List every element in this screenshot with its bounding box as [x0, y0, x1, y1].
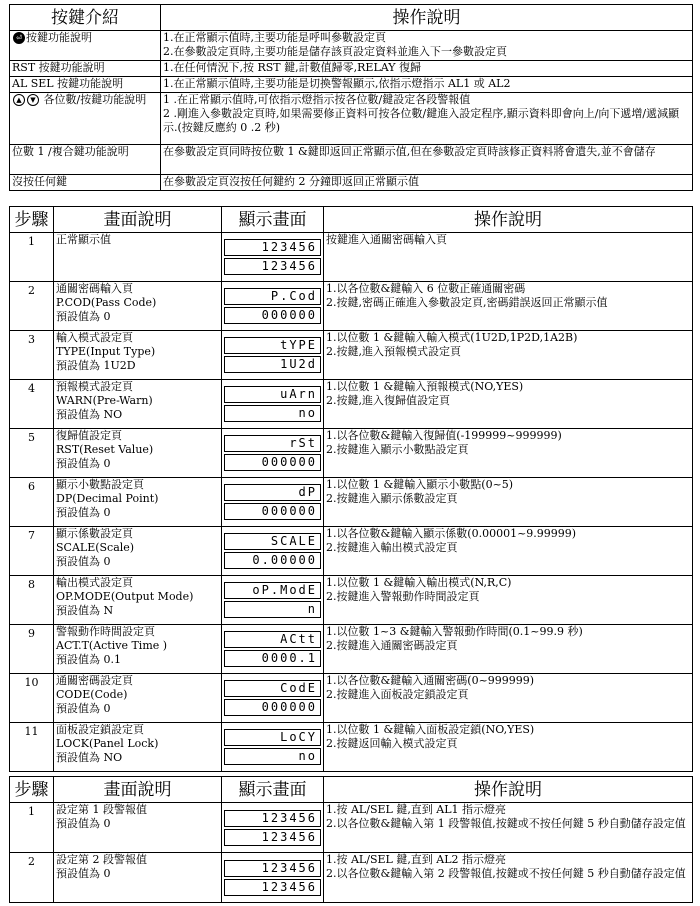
operation-description: [324, 380, 693, 429]
step-row: [10, 282, 693, 331]
steps-header-ops: 操作說明: [324, 207, 693, 233]
screen-line: 顯示小數點設定頁: [56, 478, 144, 491]
operation-line: 2.按鍵進入警報動作時間設定頁: [326, 590, 480, 603]
display-screen: [222, 331, 324, 380]
step-row: [10, 233, 693, 282]
alarm-header-ops: 操作說明: [324, 777, 693, 803]
step-row: [10, 674, 693, 723]
screen-line: TYPE(Input Type): [56, 345, 156, 358]
lcd-display: no: [224, 405, 321, 422]
screen-line: 顯示係數設定頁: [56, 527, 133, 540]
lcd-display: LoCY: [224, 729, 321, 746]
operation-line: 2.按鍵進入顯示係數設定頁: [326, 492, 458, 505]
screen-description: [54, 282, 222, 331]
lcd-display: rSt: [224, 435, 321, 452]
step-row: [10, 723, 693, 772]
screen-description: [54, 380, 222, 429]
step-number: 2: [10, 282, 54, 331]
operation-line: 1.以各位數&鍵輸入顯示係數(0.00001~9.99999): [326, 527, 577, 540]
lcd-display: 123456: [224, 829, 321, 846]
step-number: 7: [10, 527, 54, 576]
screen-description: [54, 853, 222, 903]
screen-line: 預設值為 NO: [56, 751, 123, 764]
key-ops-header: 操作說明: [161, 5, 693, 31]
operation-line: 2.按鍵,進入預報模式設定頁: [326, 345, 461, 358]
step-number: 10: [10, 674, 54, 723]
screen-line: 設定第 1 段警報值: [56, 803, 147, 816]
operation-description: [324, 674, 693, 723]
key-label-enter: ⏎ 按鍵功能說明: [10, 31, 161, 61]
display-screen: [222, 674, 324, 723]
screen-line: OP.MODE(Output Mode): [56, 590, 194, 603]
display-screen: [222, 625, 324, 674]
screen-line: LOCK(Panel Lock): [56, 737, 159, 750]
step-number: 3: [10, 331, 54, 380]
operation-description: [324, 331, 693, 380]
display-screen: [222, 803, 324, 853]
screen-line: 預設值為 0: [56, 506, 111, 519]
screen-line: 預設值為 0: [56, 310, 111, 323]
key-desc-alsel: 1.在正常顯示值時,主要功能是切換警報顯示,依指示燈指示 AL1 或 AL2: [161, 77, 693, 93]
operation-description: [324, 478, 693, 527]
screen-line: CODE(Code): [56, 688, 128, 701]
screen-line: 正常顯示值: [56, 233, 111, 246]
screen-line: 通關密碼設定頁: [56, 674, 133, 687]
operation-line: 1.按 AL/SEL 鍵,直到 AL1 指示燈亮: [326, 803, 507, 816]
key-desc-combo: 在參數設定頁同時按位數 1 &鍵即返回正常顯示值,但在參數設定頁時該修正資料將會遺失,並不會儲存: [161, 145, 693, 175]
screen-description: [54, 625, 222, 674]
steps-header-screen: 畫面說明: [54, 207, 222, 233]
lcd-display: SCALE: [224, 533, 321, 550]
step-number: 2: [10, 853, 54, 903]
step-row: [10, 429, 693, 478]
operation-description: [324, 625, 693, 674]
screen-line: 設定第 2 段警報值: [56, 853, 147, 866]
operation-line: 2.按鍵進入輸出模式設定頁: [326, 541, 458, 554]
lcd-display: 000000: [224, 503, 321, 520]
step-number: 5: [10, 429, 54, 478]
screen-line: 輸入模式設定頁: [56, 331, 133, 344]
screen-line: P.COD(Pass Code): [56, 296, 157, 309]
display-screen: [222, 429, 324, 478]
step-number: 8: [10, 576, 54, 625]
key-label-rst: RST 按鍵功能說明: [10, 61, 161, 77]
step-number: 4: [10, 380, 54, 429]
screen-description: [54, 576, 222, 625]
screen-line: 預設值為 N: [56, 604, 114, 617]
screen-line: WARN(Pre-Warn): [56, 394, 153, 407]
operation-line: 2.按鍵進入顯示小數點設定頁: [326, 443, 469, 456]
operation-line: 1.以位數 1 &鍵輸入預報模式(NO,YES): [326, 380, 524, 393]
operation-description: [324, 576, 693, 625]
down-key-icon: ▼: [27, 94, 39, 106]
up-key-icon: ▲: [13, 94, 25, 106]
steps-header-step: 步驟: [10, 207, 54, 233]
display-screen: [222, 853, 324, 903]
screen-line: 預報模式設定頁: [56, 380, 133, 393]
operation-line: 1.按 AL/SEL 鍵,直到 AL2 指示燈亮: [326, 853, 507, 866]
step-number: 9: [10, 625, 54, 674]
step-row: [10, 380, 693, 429]
screen-line: 預設值為 0: [56, 457, 111, 470]
alarm-steps-table: [9, 776, 693, 903]
screen-line: RST(Reset Value): [56, 443, 154, 456]
step-number: 1: [10, 233, 54, 282]
key-label-none: 沒按任何鍵: [10, 175, 161, 191]
lcd-display: 123456: [224, 860, 321, 877]
lcd-display: 0.00000: [224, 552, 321, 569]
lcd-display: n: [224, 601, 321, 618]
screen-line: 輸出模式設定頁: [56, 576, 133, 589]
operation-description: [324, 233, 693, 282]
key-desc-enter: 1.在正常顯示值時,主要功能是呼叫參數設定頁 2.在參數設定頁時,主要功能是儲存該頁設定資料並進入下一參數設定頁: [161, 31, 693, 61]
step-row: [10, 331, 693, 380]
steps-table: [9, 206, 693, 772]
key-label-digit: ▲ ▼ 各位數/按鍵功能說明: [10, 93, 161, 145]
lcd-display: no: [224, 748, 321, 765]
lcd-display: uArn: [224, 386, 321, 403]
key-label-alsel: AL SEL 按鍵功能說明: [10, 77, 161, 93]
enter-key-icon: ⏎: [13, 32, 25, 44]
screen-description: [54, 331, 222, 380]
operation-line: 2.按鍵進入通關密碼設定頁: [326, 639, 458, 652]
screen-description: [54, 674, 222, 723]
operation-line: 1.以各位數&鍵輸入復歸值(-199999~999999): [326, 429, 562, 442]
screen-line: 預設值為 1U2D: [56, 359, 136, 372]
operation-line: 1.以各位數&鍵輸入通關密碼(0~999999): [326, 674, 535, 687]
lcd-display: 000000: [224, 699, 321, 716]
operation-line: 按鍵進入通關密碼輸入頁: [326, 233, 447, 246]
lcd-display: CodE: [224, 680, 321, 697]
screen-description: [54, 233, 222, 282]
steps-header-display: 顯示畫面: [222, 207, 324, 233]
operation-line: 1.以位數 1 &鍵輸入輸出模式(N,R,C): [326, 576, 512, 589]
step-row: [10, 853, 693, 903]
display-screen: [222, 723, 324, 772]
step-row: [10, 625, 693, 674]
step-row: [10, 478, 693, 527]
operation-line: 2.按鍵返回輸入模式設定頁: [326, 737, 458, 750]
display-screen: [222, 380, 324, 429]
operation-description: [324, 853, 693, 903]
lcd-display: 123456: [224, 879, 321, 896]
alarm-header-step: 步驟: [10, 777, 54, 803]
lcd-display: 123456: [224, 239, 321, 256]
screen-description: [54, 429, 222, 478]
screen-line: 預設值為 0.1: [56, 653, 121, 666]
step-row: [10, 527, 693, 576]
lcd-display: dP: [224, 484, 321, 501]
step-row: [10, 576, 693, 625]
operation-description: [324, 282, 693, 331]
operation-description: [324, 803, 693, 853]
key-desc-none: 在參數設定頁沒按任何鍵約 2 分鐘即返回正常顯示值: [161, 175, 693, 191]
operation-line: 2.以各位數&鍵輸入第 1 段警報值,按鍵或不按任何鍵 5 秒自動儲存設定值: [326, 817, 686, 830]
screen-description: [54, 723, 222, 772]
display-screen: [222, 282, 324, 331]
step-row: [10, 803, 693, 853]
screen-line: 預設值為 0: [56, 867, 111, 880]
operation-line: 1.以位數 1 &鍵輸入顯示小數點(0~5): [326, 478, 514, 491]
lcd-display: 000000: [224, 307, 321, 324]
operation-line: 1.以位數 1 &鍵輸入面板設定鎖(NO,YES): [326, 723, 535, 736]
screen-line: DP(Decimal Point): [56, 492, 159, 505]
screen-line: 預設值為 NO: [56, 408, 123, 421]
screen-description: [54, 527, 222, 576]
screen-line: 預設值為 0: [56, 817, 111, 830]
operation-line: 1.以位數 1~3 &鍵輸入警報動作時間(0.1~99.9 秒): [326, 625, 583, 638]
lcd-display: ACtt: [224, 631, 321, 648]
operation-description: [324, 723, 693, 772]
lcd-display: 123456: [224, 258, 321, 275]
operation-line: 2.按鍵,進入復歸值設定頁: [326, 394, 450, 407]
key-desc-rst: 1.在任何情況下,按 RST 鍵,計數值歸零,RELAY 復歸: [161, 61, 693, 77]
alarm-header-display: 顯示畫面: [222, 777, 324, 803]
display-screen: [222, 233, 324, 282]
lcd-display: 1U2d: [224, 356, 321, 373]
lcd-display: tYPE: [224, 337, 321, 354]
screen-line: 通關密碼輸入頁: [56, 282, 133, 295]
screen-description: [54, 478, 222, 527]
operation-line: 1.以位數 1 &鍵輸入輸入模式(1U2D,1P2D,1A2B): [326, 331, 578, 344]
step-number: 6: [10, 478, 54, 527]
screen-line: 面板設定鎖設定頁: [56, 723, 144, 736]
lcd-display: P.Cod: [224, 288, 321, 305]
screen-description: [54, 803, 222, 853]
operation-description: [324, 429, 693, 478]
step-number: 11: [10, 723, 54, 772]
alarm-header-screen: 畫面說明: [54, 777, 222, 803]
key-intro-table: [9, 4, 693, 191]
key-desc-digit: 1 .在正常顯示值時,可依指示燈指示按各位數/鍵設定各段警報值 2 .剛進入參數設定頁時,如果需要修正資料可按各位數/鍵進入設定程序,顯示資料即會向上/向下遞增/遞減顯示.(按鍵反應約 0 .2 秒): [161, 93, 693, 145]
display-screen: [222, 576, 324, 625]
display-screen: [222, 527, 324, 576]
lcd-display: 000000: [224, 454, 321, 471]
screen-line: 警報動作時間設定頁: [56, 625, 155, 638]
display-screen: [222, 478, 324, 527]
screen-line: ACT.T(Active Time ): [56, 639, 168, 652]
screen-line: 預設值為 0: [56, 702, 111, 715]
operation-line: 2.按鍵,密碼正確進入參數設定頁,密碼錯誤返回正常顯示值: [326, 296, 608, 309]
lcd-display: 123456: [224, 810, 321, 827]
operation-line: 1.以各位數&鍵輸入 6 位數正確通關密碼: [326, 282, 526, 295]
step-number: 1: [10, 803, 54, 853]
screen-line: SCALE(Scale): [56, 541, 135, 554]
operation-line: 2.按鍵進入面板設定鎖設定頁: [326, 688, 469, 701]
key-intro-header: 按鍵介紹: [10, 5, 161, 31]
key-label-combo: 位數 1 /複合鍵功能說明: [10, 145, 161, 175]
operation-line: 2.以各位數&鍵輸入第 2 段警報值,按鍵或不按任何鍵 5 秒自動儲存設定值: [326, 867, 686, 880]
lcd-display: oP.ModE: [224, 582, 321, 599]
screen-line: 復歸值設定頁: [56, 429, 122, 442]
lcd-display: 0000.1: [224, 650, 321, 667]
screen-line: 預設值為 0: [56, 555, 111, 568]
operation-description: [324, 527, 693, 576]
